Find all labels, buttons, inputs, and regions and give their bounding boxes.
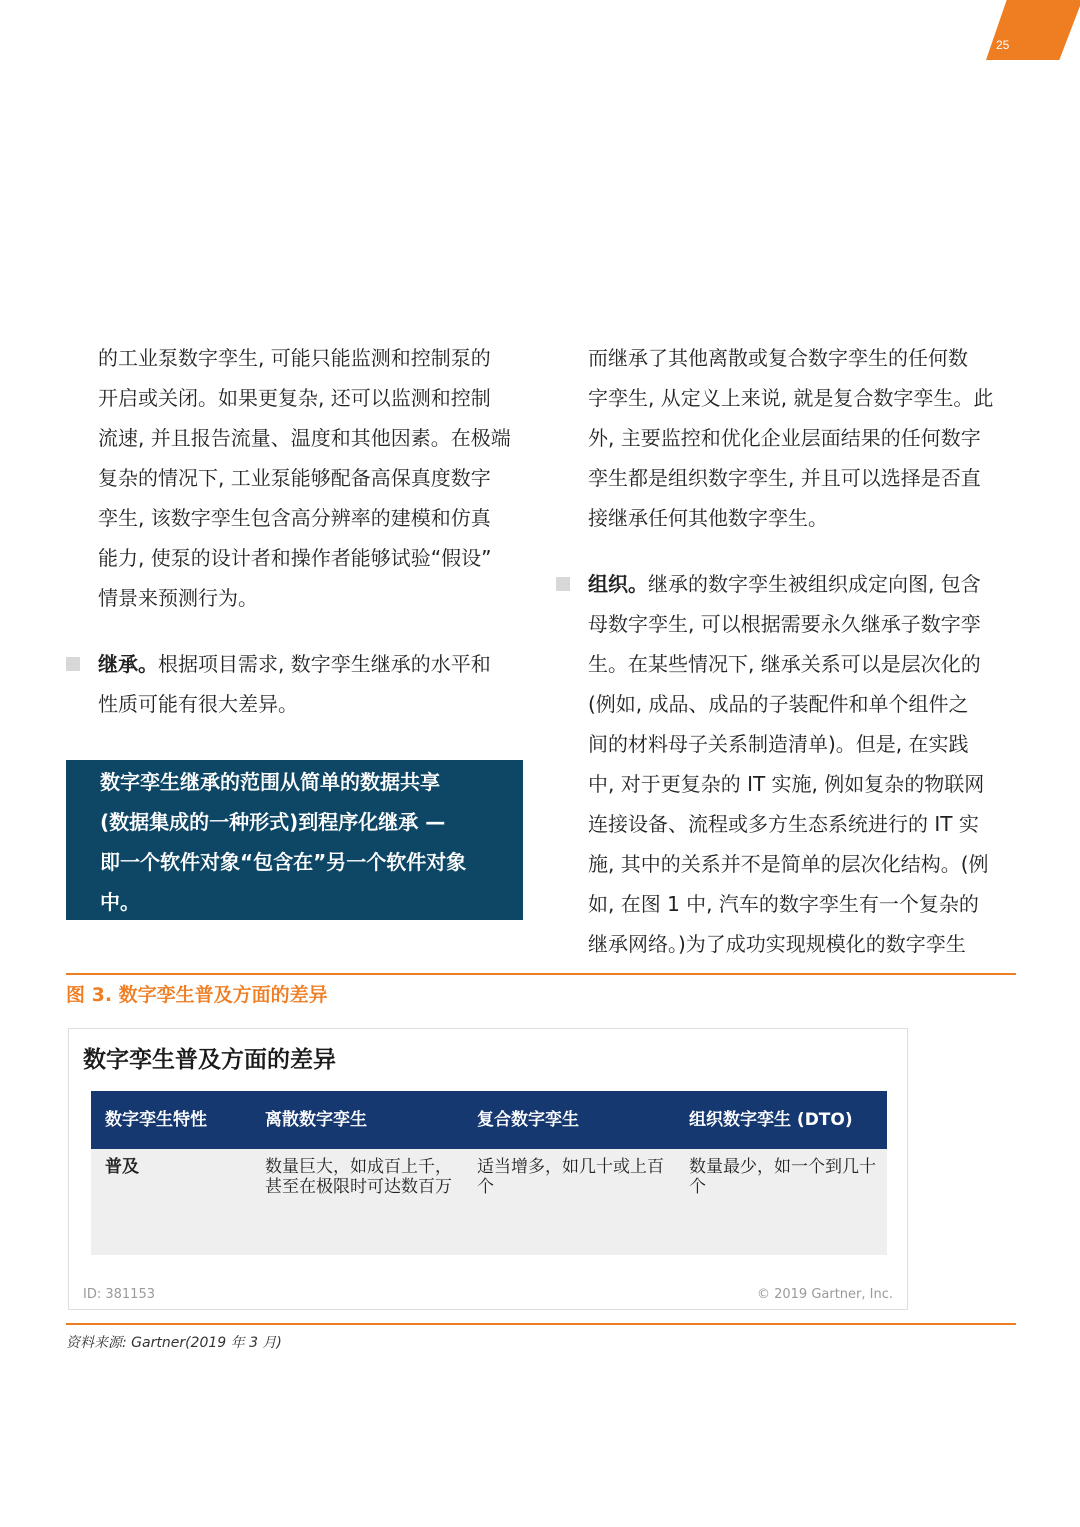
bullet-square-icon [66,657,80,671]
text-line: 能力, 使泵的设计者和操作者能够试验“假设” [98,546,492,570]
table-cell: 数量巨大，如成百上千，甚至在极限时可达数百万 [265,1157,452,1197]
figure-box [68,1028,908,1310]
text-line: 性质可能有很大差异。 [98,692,298,716]
text-line: 施, 其中的关系并不是简单的层次化结构。(例 [588,852,989,876]
text-line: 连接设备、流程或多方生态系统进行的 IT 实 [588,812,979,836]
bullet-organization [588,564,1018,964]
figure-bottom-rule [66,1323,1016,1325]
table-header-cell: 组织数字孪生 (DTO) [689,1110,853,1130]
table-cell: 普及 [105,1157,139,1177]
table-header-cell: 离散数字孪生 [265,1110,367,1130]
page-number: 25 [996,38,1010,52]
text-line: 情景来预测行为。 [98,586,258,610]
table-header-cell: 数字孪生特性 [105,1110,207,1130]
text-line: 如, 在图 1 中, 汽车的数字孪生有一个复杂的 [588,892,979,916]
figure-caption: 图 3. 数字孪生普及方面的差异 [66,984,328,1006]
text-line: 接继承任何其他数字孪生。 [588,506,828,530]
figure-title: 数字孪生普及方面的差异 [83,1046,336,1073]
bullet-inheritance [98,644,526,724]
text-line: 孪生都是组织数字孪生, 并且可以选择是否直 [588,466,981,490]
text-line: 继承网络。)为了成功实现规模化的数字孪生 [588,932,966,956]
callout-line: 中。 [100,890,140,914]
callout-line: (数据集成的一种形式)到程序化继承 — [100,810,446,834]
callout-line: 数字孪生继承的范围从简单的数据共享 [100,770,440,794]
bullet-square-icon [556,577,570,591]
table-cell: 适当增多，如几十或上百个 [477,1157,664,1197]
text-line: 而继承了其他离散或复合数字孪生的任何数 [588,346,968,370]
text-line: 外, 主要监控和优化企业层面结果的任何数字 [588,426,981,450]
left-column [98,338,526,724]
text-line [98,644,526,684]
figure-top-rule [66,973,1016,975]
figure-copyright: © 2019 Gartner, Inc. [756,1287,893,1302]
bullet-term: 继承。 [98,652,158,676]
text-line: 开启或关闭。如果更复杂, 还可以监测和控制 [98,386,491,410]
text-line: 中, 对于更复杂的 IT 实施, 例如复杂的物联网 [588,772,985,796]
table-header-row [91,1091,887,1149]
right-paragraph [588,338,1018,538]
text-line: 字孪生, 从定义上来说, 就是复合数字孪生。此 [588,386,994,410]
text-line: (例如, 成品、成品的子装配件和单个组件之 [588,692,969,716]
figure-id: ID: 381153 [83,1287,155,1302]
text-line: 孪生, 该数字孪生包含高分辨率的建模和仿真 [98,506,491,530]
text-line: 复杂的情况下, 工业泵能够配备高保真度数字 [98,466,491,490]
bullet-text: 根据项目需求, 数字孪生继承的水平和 [158,652,491,676]
right-column [588,338,1018,964]
table-row [91,1149,887,1255]
text-line: 生。在某些情况下, 继承关系可以是层次化的 [588,652,981,676]
text-line [588,564,1018,604]
source-note: 资料来源: Gartner(2019 年 3 月) [66,1335,282,1351]
left-paragraph [98,338,526,618]
text-line: 间的材料母子关系制造清单)。但是, 在实践 [588,732,969,756]
text-line: 母数字孪生, 可以根据需要永久继承子数字孪 [588,612,981,636]
table-cell: 数量最少，如一个到几十个 [689,1157,876,1197]
callout-line: 即一个软件对象“包含在”另一个软件对象 [100,850,467,874]
bullet-term: 组织。 [588,572,648,596]
text-line: 的工业泵数字孪生, 可能只能监测和控制泵的 [98,346,491,370]
text-line: 流速, 并且报告流量、温度和其他因素。在极端 [98,426,511,450]
bullet-text: 继承的数字孪生被组织成定向图, 包含 [648,572,981,596]
callout-box [66,760,523,920]
table-header-cell: 复合数字孪生 [477,1110,579,1130]
